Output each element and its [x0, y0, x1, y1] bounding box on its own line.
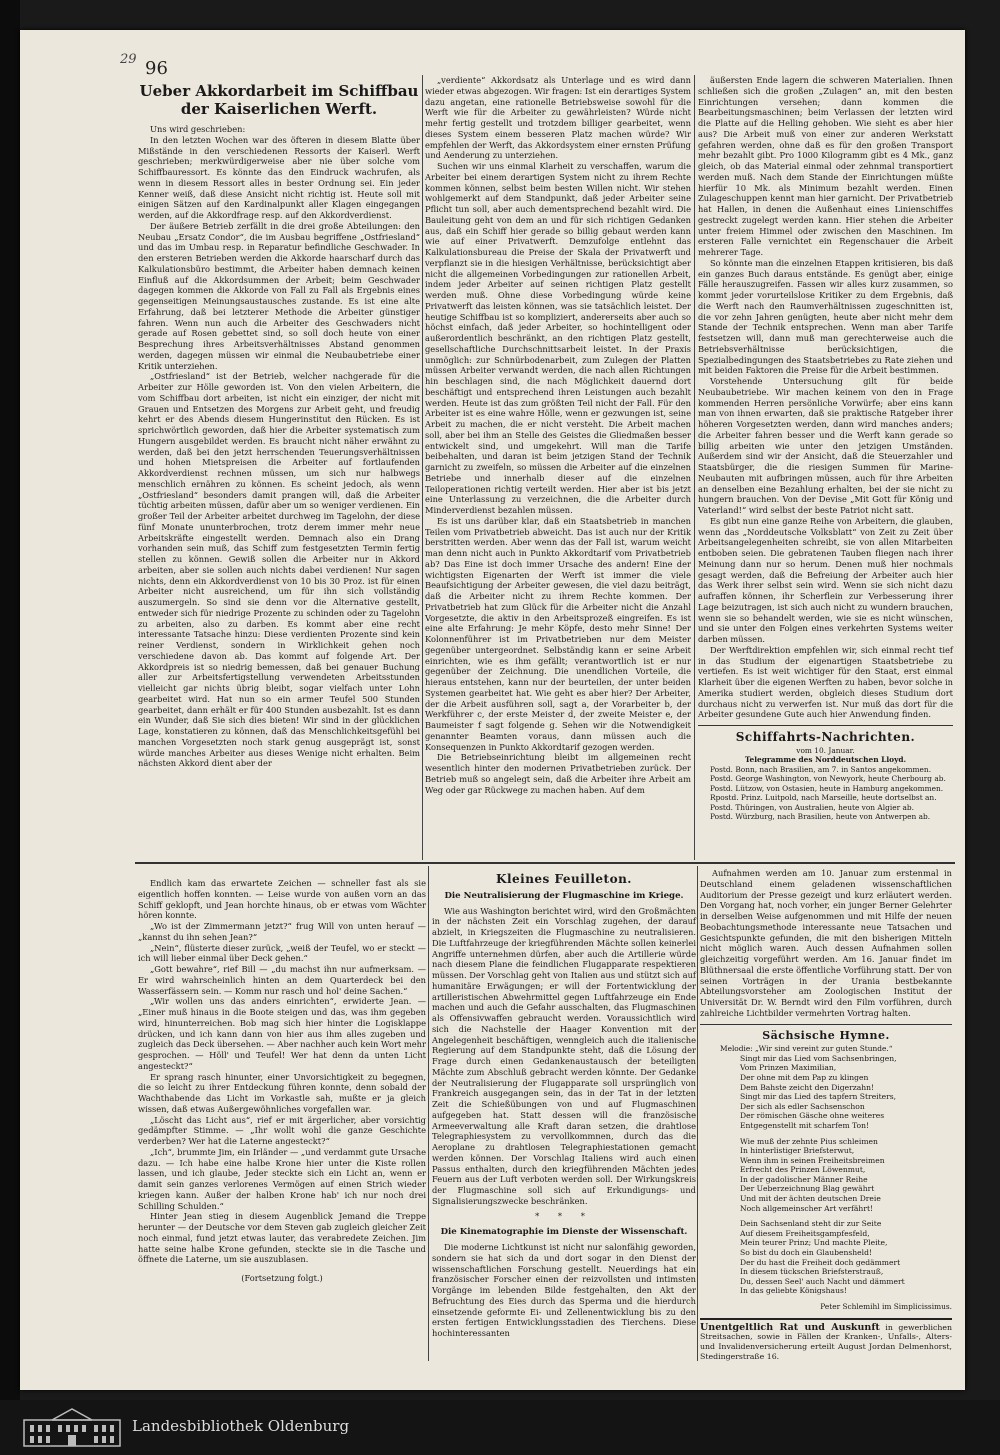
serial-paragraph: Hinter Jean stieg in diesem Augenblick Jemand die Treppe herunter — der Deutsche vor dem Steven gab zugleich gleicher Zeit noch einmal, fund jetzt etwas lauter, das verabredete Zeichen. Jim hatte seine halbe Krone gefunden, steckte sie in die Tasche und öffnete die Laterne, um sie auszublasen.: [138, 1211, 426, 1265]
serial-paragraph: „Löscht das Licht aus“, rief er mit ärgerlicher, aber vorsichtig gedämpfter Stimme. — „Ihr wollt wohl die ganze Geschichte verderben? Wer hat die Laterne angesteckt?“: [138, 1114, 426, 1146]
hymn-line: Der sich als edler Sachsenschon: [740, 1101, 865, 1111]
hymn-line: Der Ueberzeichnung Blag gewährt: [740, 1184, 875, 1194]
hymn-line: Noch allgemeinscher Art verfährt!: [740, 1203, 874, 1213]
hymn-stanza: [740, 1137, 952, 1214]
hymn-line: Singt mir das Lied des tapfern Streiters,: [740, 1092, 897, 1102]
article-column-1: [138, 82, 420, 862]
hymn-melody: Melodie: „Wir sind vereint zur guten Stunde.“: [720, 1044, 893, 1054]
hymn-line: In der gadolischer Männer Reihe: [740, 1174, 868, 1184]
hymn-author: Peter Schlemihl im Simplicissimus.: [820, 1302, 952, 1311]
feuilleton-subtitle-2: Die Kinematographie im Dienste der Wissenschaft.: [440, 1227, 688, 1238]
hymn-line: Auf diesem Freiheitsgampfesfeld,: [740, 1228, 870, 1238]
hymn-title: Sächsische Hymne.: [762, 1028, 890, 1042]
serial-paragraph: Endlich kam das erwartete Zeichen — schneller fast als sie eigentlich hoffen konnten. — Leise wurde von außen vorn an das Schiff geklopft, und Jean horchte hinaus, ob er etwas vom Wächter hören konnte.: [138, 878, 426, 921]
serial-paragraph: „Nein“, flüsterte dieser zurück, „weiß der Teufel, wo er steckt — ich will lieber einmal über Deck gehen.“: [138, 942, 426, 964]
hymn-line: Vom Prinzen Maximilian,: [740, 1063, 837, 1073]
hymn-stanza: [740, 1219, 952, 1296]
serial-paragraph: „Wir wollen uns das anders einrichten“, erwiderte Jean. — „Einer muß hinaus in die Boote steigen und das, was ihm gegeben wird, hinunterreichen. Bob mag sich hier hinter die Logisklappe drücken, und ich kann dann von hier aus ihm alles zugeben und zugleich das Deck übersehen. — Aber nachher auch kein Wort mehr gesprochen. — Höll' und Teufel! Wer hat denn da unten Licht angesteckt?“: [138, 996, 426, 1071]
continued-note: (Fortsetzung folgt.): [241, 1273, 323, 1283]
feuilleton-column: [432, 868, 696, 1363]
hymn-verses: [700, 1054, 952, 1296]
section-divider: [700, 1024, 952, 1025]
feuilleton-subtitle-1: Die Neutralisierung der Flugmaschine im Kriege.: [444, 890, 684, 901]
hymn-line: So bist du doch ein Glaubensheld!: [740, 1248, 873, 1258]
article-body-1: [138, 124, 420, 769]
feuilleton-column-right: [700, 868, 952, 1363]
section-stars: * * *: [535, 1210, 593, 1221]
serial-paragraph: „Ich“, brummte Jim, ein Irländer — „und verdammt gute Ursache dazu. — Ich habe eine halbe Krone hier unter die Kiste rollen lassen, und ich glaube, Jeder steckte sich ein Licht an, wenn er damit sein ganzes verlorenes Vermögen auf einen Strich wieder kriegen kann. Außer der halben Krone hab' ich nur noch drei Schilling Schulden.“: [138, 1146, 426, 1211]
column-divider: [697, 866, 698, 1361]
serial-story-body: [138, 878, 426, 1265]
hymn-line: Dein Sachsenland steht dir zur Seite: [740, 1219, 882, 1229]
hymn-line: Erfrecht des Prinzen Löwenmut,: [740, 1165, 866, 1175]
article-column-2: [425, 75, 691, 860]
library-label: Landesbibliothek Oldenburg: [132, 1417, 350, 1435]
article-paragraph: Uns wird geschrieben:: [150, 124, 246, 134]
article-paragraph: „Ostfriesland“ ist der Betrieb, welcher nachgerade für die Arbeiter zur Hölle geworden ist. Von den vielen Arbeitern, die vom Schiffbau dort arbeiten, ist nicht ein einziger, der nicht mit Grauen und Entsetzen des Morgens zur Arbeit geht, und freudig kehrt er des Abends diesem Hungerinstitut den Rücken. Es ist sprichwörtlich geworden, daß hier die Arbeiter systematisch zum Hungern ausgebildet werden. Es braucht nicht näher erwähnt zu werden, daß bei den jetzt herrschenden Teuerungsverhältnissen und hohen Mietspreisen die Arbeiter auf fortlaufenden Akkordverdienst rechnen müssen, um sich nur halbwegs menschlich ernähren zu können. Es scheint jedoch, als wenn „Ostfriesland“ besonders damit prangen will, daß die Arbeiter tüchtig arbeiten müssen, dafür aber um so weniger verdienen. Ein großer Teil der Arbeiter arbeitet durchweg im Tagelohn, der diese fünf Monate ununterbrochen, trotz derem immer mehr neue Arbeitskräfte eingestellt werden. Demnach also ein Drang vorhanden sein muß, das Schiff zum festgesetzten Termin fertig stellen zu können. Gewiß sollen die Arbeiter nur in Akkord arbeiten, aber sie sollen auch nichts dabei verdienen! Nur sagen nichts, denn ein Akkordverdienst von 10 bis 30 Proz. ist für einen Arbeiter nicht ausreichend, um für ihn sich vollständig auszumergeln. So sind sie denn vor die Alternative gestellt, entweder sich für niedrige Prozente zu schinden oder zu Tagelohn zu arbeiten, also zu darben. Es kommt aber eine recht interessante Tatsache hinzu: Diese verdienten Prozente sind kein reiner Verdienst, sondern in Wirklichkeit gehen noch verschiedene davon ab. Das kommt auf folgende Art. Der Akkordpreis ist so niedrig bemessen, daß bei genauer Buchung aller zur Arbeitsfertigstellung verwendeten Arbeitsstunden vielleicht gar nichts übrig bleibt, sogar vielfach unter Lohn gearbeitet wird. Hat nun so ein armer Teufel 500 Stunden gearbeitet, dann erhält er für 400 Stunden ausbezahlt. Ist es dann ein Wunder, daß Sie sich dies bieten! Wir sind in der glücklichen Lage, konstatieren zu können, daß das Menschlichkeitsgefühl bei manchen Vorgesetzten noch stark genug ausgeprägt ist, sonst würde manches Arbeiter aus dieses Wenige nicht erhalten. Beim nächsten Akkord dient aber der: [138, 371, 420, 769]
article-column-3: [698, 75, 953, 822]
newspaper-page: [20, 30, 965, 1390]
column-divider: [694, 75, 695, 860]
shipping-title: Schiffahrts-Nachrichten.: [735, 730, 916, 744]
serial-paragraph: „Gott bewahre“, rief Bill — „du machst ihn nur aufmerksam. — Er wird wahrscheinlich hinten an dem Quarterdeck bei den Wasserfässern sein. — Komm nur rasch und hol' deine Sachen.“: [138, 964, 426, 996]
column-divider: [422, 75, 423, 860]
article-paragraph: „verdiente“ Akkordsatz als Unterlage und es wird dann wieder etwas abgezogen. Wir fragen: Ist ein derartiges System dazu angetan, eine rationelle Betriebsweise sowohl für die Werft wie für die Arbeiter zu gewährleisten? Würde nicht mehr fertig gestellt und trotzdem billiger gearbeitet, wenn dieses System einem besseren Platz machen würde? Wir empfehlen der Werft, das Akkordsystem einer ernsten Prüfung und Aenderung zu unterziehen.: [425, 75, 691, 161]
hymn-line: Der du hast die Freiheit doch gedämmert: [740, 1257, 901, 1267]
hymn-line: Dem Bahste zeicht den Digerzahn!: [740, 1082, 875, 1092]
hymn-line: Singt mir das Lied vom Sachsenbringen,: [740, 1053, 897, 1063]
scan-edge: [0, 0, 20, 1400]
hymn-line: Entgegenstellt mit scharfem Ton!: [740, 1120, 870, 1130]
article-paragraph: In den letzten Wochen war des öfteren in diesem Blatte über Mißstände in den verschiedenen Ressorts der Kaiserl. Werft geschrieben; merkwürdigerweise aber nie über solche vom Schiffbauressort. Es könnte das den Eindruck wachrufen, als wenn in diesem Ressort alles in bester Ordnung sei. Ein jeder Kenner weiß, daß diese Ansicht nicht richtig ist. Heute soll mit einigen Sätzen auf den Kardinalpunkt aller Klagen eingegangen werden, auf die Akkordfrage resp. auf den Akkordverdienst.: [138, 134, 420, 220]
shipping-item: Postd. George Washington, von Newyork, heute Cherbourg ab.: [710, 774, 946, 784]
hymn-line: Mein teurer Prinz; Und machte Pleite,: [740, 1238, 888, 1248]
shipping-item: Postd. Bonn, nach Brasilien, am 7. in Santos angekommen.: [710, 764, 932, 774]
serial-paragraph: „Wo ist der Zimmermann jetzt?“ frug Will von unten herauf — „kannst du ihn sehen Jean?“: [138, 921, 426, 942]
article-body-3: [698, 75, 953, 720]
article-paragraph: So könnte man die einzelnen Etappen kritisieren, bis daß ein ganzes Buch daraus entstände. Es genügt aber, einige Fälle herauszugreifen. Fassen wir alles kurz zusammen, so kommt jeder vorurteilslose Kritiker zu dem Ergebnis, daß die Werft nach den Raumverhältnissen zugeschnitten ist, die vor zehn Jahren genügten, heute aber nicht mehr dem Stande der Technik entsprechen. Wenn man aber Tarife festsetzen will, dann muß man gerechterweise auch die Betriebsverhältnisse berücksichtigen, die Spezialbedingungen des Staatsbetriebes zu Rate ziehen und mit beiden Faktoren die Preise für die Arbeit bestimmen.: [698, 257, 953, 376]
section-divider: [698, 725, 953, 726]
hymn-line: Wenn ihm in seinen Freiheitsbreimen: [740, 1155, 885, 1165]
shipping-item: Postd. Würzburg, nach Brasilien, heute von Antwerpen ab.: [710, 812, 931, 822]
handwritten-page-note: 29: [120, 52, 137, 67]
hymn-line: Der römischen Gäsche ohne weiteres: [740, 1111, 885, 1121]
feuilleton-title: Kleines Feuilleton.: [496, 872, 632, 886]
hymn-line: Du, dessen Seel' auch Nacht und dämmert: [740, 1276, 905, 1286]
article-paragraph: äußersten Ende lagern die schweren Materialien. Ihnen schließen sich die großen „Zulagen“ an, mit den besten Einrichtungen versehen; dann kommen die Bearbeitungsmaschinen; beim Verlassen der letzten wird die Platte auf die Helling gehoben. Wie sieht es aber hier aus? Die Arbeit muß von einer zur anderen Werkstatt gefahren werden, ohne daß es für den großen Transport mehr bezahlt gibt. Pro 1000 Kilogramm gibt es 4 Mk., ganz gleich, ob das Material einmal oder zehnmal transportiert werden muß. Nach dem Stande der Einrichtungen müßte hierfür 10 Mk. als Minimum bezahlt werden. Einen Zulageschuppen kennt man hier garnicht. Der Privatbetrieb hat Hallen, in denen die Außenhaut eines Linienschiffes gestreckt zugelegt werden kann. Hier stehen die Arbeiter unter freiem Himmel oder zwischen den Maschinen. Im ersteren Falle vernichtet ein Regenschauer die Arbeit mehrerer Tage.: [698, 75, 953, 257]
serial-paragraph: Er sprang rasch hinunter, einer Unvorsichtigkeit zu begegnen, die so leicht zu ihrer Entdeckung führen konnte, denn sobald der Wachthabende das Licht im Vorkastle sah, mußte er ja gleich wissen, daß etwas Außergewöhnliches vorgefallen war.: [138, 1071, 426, 1114]
ad-text: in gewerblichen Streitsachen, sowie in Fällen der Kranken-, Unfalls-, Alters- und Invalidenversicherung erteilt August Jordan Delmenhorst, Stedingerstraße 16.: [700, 1322, 952, 1361]
article-paragraph: Es gibt nun eine ganze Reihe von Arbeitern, die glauben, wenn das „Norddeutsche Volksblatt“ von Zeit zu Zeit über Arbeitsangelegenheiten schreibt, sie von allen Mitarbeiten entboben seien. Die gebratenen Tauben fliegen nach ihrer Meinung dann nur so herum. Denen muß hier nochmals gesagt werden, daß die Befreiung der Arbeiter auch hier das Werk ihrer selbst sein wird. Wenn sie sich nicht dazu aufraffen können, ihr Scherflein zur Verbesserung ihrer Lage beizutragen, ist sich auch nicht zu wundern brauchen, wenn sie so behandelt werden, wie sie es nicht wünschen, und sie unter den Folgen eines verkehrten Systems weiter darben müssen.: [698, 515, 953, 644]
shipping-date: vom 10. Januar.: [796, 745, 855, 755]
library-footer: [0, 1400, 1000, 1455]
article-paragraph: Vorstehende Untersuchung gilt für beide Neubaubetriebe. Wir machen keinem von den in Frage kommenden Herren persönliche Vorwürfe; aber eins kann man von ihnen erwarten, daß sie praktische Ratgeber ihrer höheren Vorgesetzten werden, dann wird manches anders; die Arbeiter fahren besser und die Werft kann gerade so billig arbeiten wie unter den jetzigen Umständen. Außerdem sind wir der Ansicht, daß die Steuerzahler und Staatsbürger, die die riesigen Summen für Marine-Neubauten mit aufbringen müssen, auch für ihre Arbeiten an denselben eine Bezahlung erhalten, bei der sie nicht zu hungern brauchen. Von der Devise „Mit Gott für König und Vaterland!“ wird selbst der beste Patriot nicht satt.: [698, 376, 953, 515]
page-number: 96: [145, 58, 168, 79]
feuilleton-paragraph-1: Wie aus Washington berichtet wird, wird den Großmächten in der nächsten Zeit ein Vorschlag zugehen, der darauf abzielt, in Kriegszeiten die Flugmaschine zu neutralisieren. Die Luftfahrzeuge der kriegführenden Mächte sollen keinerlei Angriffe unternehmen dürfen, aber auch die Artillerie würde nach diesem Plane die feindlichen Flugapparate respektieren müssen. Der Vorschlag geht von Italien aus und stützt sich auf humanitäre Erwägungen; er will der Fortentwicklung der artilleristischen Abwehrmittel gegen Luftfahrzeuge ein Ende machen und auch die Gefahr ausschalten, das Flugmaschinen als Offensivwaffen gebraucht werden. Voraussichtlich wird sich die Nachstelle der Haager Konvention mit der Angelegenheit beschäftigen, wenngleich auch die italienische Regierung auf dem Standpunkte steht, daß die Lösung der Frage durch einen Gedankenaustausch der beteiligten Mächte zum Abschluß gebracht werden könnte. Der Gedanke der Neutralisierung der Flugapparate soll ursprünglich von Frankreich ausgegangen sein, das in der Tat in der letzten Zeit die Schießübungen von und auf Flugmaschinen aufgegeben hat. Statt dessen will die französische Armeeverwaltung alle Kraft daran setzen, die drahtlose Telegraphiesystem zu vervollkommnen, durch das die Aeroplane zu drahtlosen Telegraphiestationen gemacht werden können. Der Vorschlag Italiens wird auch einen Passus enthalten, durch den kriegführenden Mächten jedes Feuern aus der Luft verboten werden soll. Der Wirkungskreis der Flugmaschine soll sich auf Erkundigungs- und Signalisierungszwecke beschränken.: [432, 905, 696, 1206]
hymn-line: In diesem tückschen Briefsterstrauß,: [740, 1267, 884, 1277]
hymn-line: Und mit der ächten deutschen Dreie: [740, 1194, 881, 1204]
article-paragraph: Die Betriebseinrichtung bleibt im allgemeinen recht wesentlich hinter den modernen Privatbetrieben zurück. Der Betrieb muß so angelegt sein, daß die Arbeiter ihre Arbeit am Weg oder gar Rückwege zu machen haben. Auf dem: [425, 752, 691, 795]
horizontal-divider: [135, 862, 955, 864]
hymn-line: In hinterlistiger Briefsterwut,: [740, 1146, 855, 1156]
shipping-item: Postd. Lützow, von Ostasien, heute in Hamburg angekommen.: [710, 783, 944, 793]
serial-story-column: [138, 878, 426, 1358]
hymn-stanza: [740, 1054, 952, 1131]
feuilleton-paragraph-3: Aufnahmen werden am 10. Januar zum erstenmal in Deutschland einem geladenen wissenschaftlichen Auditorium der Presse gezeigt und kurz erläutert werden. Den Vorgang hat, noch vorher, ein junger Berner Gelehrter in derselben Weise aufgenommen und mit Hilfe der neuen Beobachtungsmethode interessante neue Tatsachen und Gesichtspunkte gefunden, die mit den bisherigen Mitteln nicht möglich waren. Auch dessen Aufnahmen sollen gleichzeitig vorgeführt werden. Am 16. Januar findet im Blüthnersaal die erste öffentliche Vorführung statt. Der von seinen Vorträgen in der Urania bestbekannte Abteilungsvorsteher am Zoologischen Institut der Universität Dr. W. Berndt wird den Film vorführen, durch zahlreiche Lichtbilder vermehrten Vortrag halten.: [700, 868, 952, 1018]
shipping-item: Postd. Thüringen, von Australien, heute von Algier ab.: [710, 802, 914, 812]
column-divider: [428, 866, 429, 1361]
hymn-line: Wie muß der zehnte Pius schleimen: [740, 1136, 878, 1146]
shipping-item: Rpostd. Prinz. Luitpold, nach Marseille, heute dortselbst an.: [710, 793, 937, 803]
article-paragraph: Der äußere Betrieb zerfällt in die drei große Abteilungen: den Neubau „Ersatz Condor“, die im Ausbau begriffene „Ostfriesland“ und das im Umbau resp. in Reparatur befindliche Geschwader. In den ersteren Betrieben werden die Akkorde haarscharf durch das Kalkulationsbüro bestimmt, die Arbeiter haben demnach keinen Einfluß auf die Akkordsummen der Arbeit; beim Geschwader dagegen kommen die Akkorde von Fall zu Fall als Ergebnis eines gegenseitigen Meinungsaustausches zustande. Es ist eine alte Erfahrung, daß bei letzterer Methode die Arbeiter günstiger fahren. Wenn nun auch die Arbeiter des Geschwaders nicht gerade auf Rosen gebettet sind, so soll doch heute von einer Besprechung ihres Arbeitsverhältnisses Abstand genommen werden, dagegen müssen wir einmal die Neubaubetriebe einer Kritik unterziehen.: [138, 220, 420, 371]
hymn-line: Der ohne mit dem Pap zu klingen: [740, 1072, 869, 1082]
shipping-subtitle: Telegramme des Norddeutschen Lloyd.: [744, 755, 907, 765]
ad-title: Unentgeltlich Rat und Auskunft: [700, 1321, 880, 1333]
advertisement: [700, 1318, 952, 1362]
article-paragraph: Suchen wir uns einmal Klarheit zu verschaffen, warum die Arbeiter bei einem derartigen System nicht zu ihrem Rechte kommen können, selbst beim besten Willen nicht. Wir stehen wohlgemerkt auf dem Standpunkt, daß jeder Arbeiter seine Pflicht tun soll, aber auch dementsprechend bezahlt wird. Die Bauleitung geht von dem an und für sich richtigen Gedanken aus, daß ein Schiff hier gerade so billig gebaut werden kann wie auf einer Privatwerft. Demzufolge entlehnt das Kalkulationsbureau die Preise der Skala der Privatwerft und verpflanzt sie in die hiesigen Verhältnisse, berücksichtigt aber nicht die allgemeinen Vorbedingungen zur rationellen Arbeit, indem jeder Arbeiter auf seinen richtigen Platz gestellt werden muß. Ohne diese Vorbedingung würde keine Privatwerft das leisten können, was sie tatsächlich leistet. Der heutige Schiffbau ist so kompliziert, andererseits aber auch so höchst einfach, daß jeder Arbeiter, so hochintelligent oder außerordentlich beschränkt, an den richtigen Platz gestellt, gesellschaftliche Durchschnittsarbeit leistet. In der Praxis unmöglich: zur Schnürbodenarbeit, zum Zulegen der Platten müssen Arbeiter verwandt werden, die nach allen Richtungen hin beschlagen sind, die nach Möglichkeit dauernd dort beschäftigt und entsprechend ihren Leistungen auch bezahlt werden. Heute ist das zum größten Teil nicht der Fall. Für den Arbeiter ist es eine wahre Hölle, wenn er gezwungen ist, seine Arbeit zu machen, die er nicht versteht. Die Arbeit machen soll, aber bei ihm an Stelle des Geistes die Gliedmaßen besser entwickelt sind, und umgekehrt. Will man die Tarife beibehalten, und daran ist beim jetzigen Stand der Technik garnicht zu zweifeln, so müssen die Arbeiter auf die einzelnen Betriebe und innerhalb dieser auf die einzelnen Teiloperationen richtig verteilt werden. Hier aber ist bis jetzt eine Unterlassung zu verzeichnen, die die Arbeiter durch Minderverdienst bezahlen müssen.: [425, 161, 691, 515]
article-body-2: [425, 75, 691, 795]
hymn-line: In das geliebte Königshaus!: [740, 1286, 847, 1296]
article-paragraph: Es ist uns darüber klar, daß ein Staatsbetrieb in manchen Teilen vom Privatbetrieb abweicht. Das ist auch nur der Kritik berstritten werden. Aber wenn das der Fall ist, warum weicht man denn nicht auch in Punkto Akkordtarif vom Privatbetrieb ab? Das Eine ist doch immer Ursache des andern! Eine der wichtigsten Eigenarten der Werft ist immer die viele Beaufsichtigung der Arbeiter gewesen, die viel dazu beiträgt, daß die Arbeiter nicht zu ihrem Rechte kommen. Der Privatbetrieb hat zum Glück für die Arbeiter nicht die Anzahl Vorgesetzte, die aktiv in den Arbeitsprozeß eingreifen. Es ist eine alte Erfahrung: Je mehr Köpfe, desto mehr Sinne! Der Kolonnenführer ist im Privatbetrieben nur dem Meister gegenüber untergeordnet. Selbständig kann er seine Arbeit einrichten, wie es ihm gefällt; verantwortlich ist er nur gegenüber der Zeichnung. Die unendlichen Vorteile, die hieraus entstehen, kann nur der beurteilen, der unter beiden Systemen gearbeitet hat. Wie geht es aber hier? Der Arbeiter, der die Arbeit ausführen soll, sagt a, der Vorarbeiter b, der Werkführer c, der erste Meister d, der zweite Meister e, der Baumeister f sagt folgende g. Sehen wir die Notwendigkeit genannter Beamten voraus, dann müssen auch die Konsequenzen in Punkto Akkordtarif gezogen werden.: [425, 515, 691, 752]
article-title: Ueber Akkordarbeit im Schiffbau der Kaiserlichen Werft.: [139, 82, 419, 118]
feuilleton-paragraph-2: Die moderne Lichtkunst ist nicht nur salonfähig geworden, sondern sie hat sich da und dort sogar in den Dienst der wissenschaftlichen Forschung gestellt. Neuerdings hat ein französischer Forscher einen der reizvollsten und intimsten Vorgänge im lebenden Bilde festgehalten, den Akt der Befruchtung des Eies durch das Sperma und die hierdurch einsetzende geformte Ei- und Zellenentwicklung bis zu den ersten fertigen Entwicklungsstadien des Tierchens. Diese hochinteressanten: [432, 1242, 696, 1338]
shipping-list: [698, 765, 953, 822]
library-building-icon: [22, 1406, 122, 1452]
article-paragraph: Der Werftdirektion empfehlen wir, sich einmal recht tief in das Studium der eigenartigen Staatsbetriebe zu vertiefen. Es ist weit wichtiger für den Staat, erst einmal Klarheit über die eigenen Werften zu haben, bevor solche in Amerika studiert werden, obgleich dieses Studium dort durchaus nicht zu verwerfen ist. Nur muß das dort für die Arbeiter gesundene Gute auch hier Anwendung finden.: [698, 644, 953, 720]
